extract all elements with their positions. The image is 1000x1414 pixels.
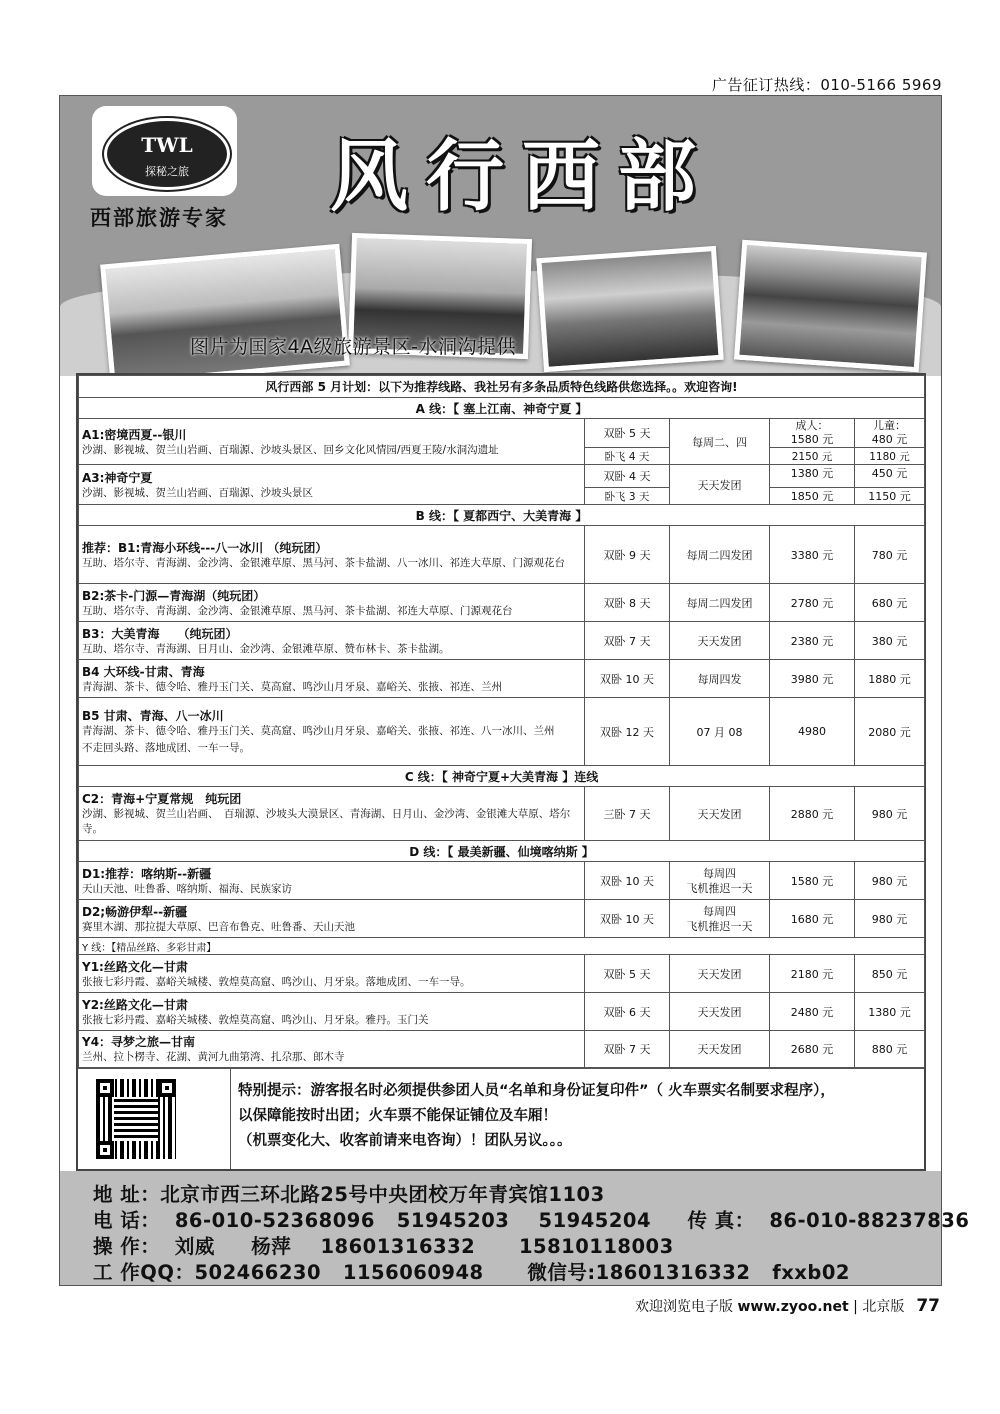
child-price: 450 元 [855, 465, 925, 488]
phone-fax: 电 话： 86-010-52368096 51945203 51945204 传 真： 86-010-88237836 [93, 1209, 970, 1232]
route-desc: 张掖七彩丹霞、嘉峪关城楼、敦煌莫高窟、鸣沙山、月牙泉。雅丹。玉门关 [82, 1013, 429, 1026]
route-desc: 青海湖、茶卡、德令哈、雅丹玉门关、莫高窟、鸣沙山月牙泉、嘉峪关、张掖、祁连、八一冰川、兰州 [82, 725, 555, 737]
duration: 双卧 9 天 [585, 526, 670, 584]
logo-mark: TWL [141, 133, 193, 157]
route-name: D2;畅游伊犁--新疆 [82, 904, 188, 919]
duration: 双卧 7 天 [585, 1031, 670, 1068]
line-header-c: C 线：【 神奇宁夏+大美青海 】连线 [79, 766, 925, 787]
table-row [79, 419, 925, 448]
route-desc: 张掖七彩丹霞、嘉峪关城楼、敦煌莫高窟、鸣沙山、月牙泉。落地成团、一车一导。 [82, 975, 471, 988]
adult-price: 1850 元 [770, 488, 855, 505]
table-row [79, 584, 925, 622]
departure: 每周四发 [670, 660, 770, 698]
departure: 每周二四发团 [670, 526, 770, 584]
ad-hotline: 广告征订热线：010-5166 5969 [711, 76, 942, 94]
route-name: B5 甘肃、青海、八一冰川 [82, 709, 224, 723]
table-row [79, 955, 925, 993]
route-name: B3：大美青海 （纯玩团） [82, 626, 238, 641]
adult-price: 成人： 1580 元 [770, 419, 855, 448]
child-price: 850 元 [855, 955, 925, 993]
adult-price: 3380 元 [770, 526, 855, 584]
adult-price: 2180 元 [770, 955, 855, 993]
scenic-photo-lake [734, 240, 927, 373]
page-footer: 欢迎浏览电子版 www.zyoo.net | 北京版 77 [635, 1296, 940, 1316]
table-row [79, 1031, 925, 1068]
adult-price: 2880 元 [770, 787, 855, 841]
logo [92, 106, 237, 196]
routes-table [78, 375, 925, 1068]
route-desc: 天山天池、吐鲁番、喀纳斯、福海、民族家访 [82, 882, 292, 895]
departure: 天天发团 [670, 465, 770, 505]
child-price: 1380 元 [855, 993, 925, 1031]
page-title: 风行西部 [330, 131, 715, 222]
photo-caption: 图片为国家4A级旅游景区-水洞沟提供 [190, 336, 516, 358]
child-price: 380 元 [855, 622, 925, 660]
route-desc: 沙湖、影视城、贺兰山岩画、 百瑞源、沙坡头大漠景区、青海湖、日月山、金沙湾、金银滩大草原、塔尔寺。 [82, 808, 571, 835]
table-row [79, 993, 925, 1031]
line-header-y: Y 线：【精品丝路、多彩甘肃】 [79, 938, 925, 955]
qq-wechat: 工 作QQ：502466230 1156060948 微信号:18601316332 fxxb02 [93, 1261, 850, 1284]
child-price: 1150 元 [855, 488, 925, 505]
route-name: Y4：寻梦之旅—甘南 [82, 1035, 196, 1049]
duration: 双卧 10 天 [585, 660, 670, 698]
duration: 双卧 7 天 [585, 622, 670, 660]
route-name: B2:茶卡-门源—青海湖（纯玩团） [82, 588, 266, 603]
adult-price: 2780 元 [770, 584, 855, 622]
route-desc: 沙湖、影视城、贺兰山岩画、百瑞源、沙坡头景区 [82, 486, 313, 499]
duration: 三卧 7 天 [585, 787, 670, 841]
child-price: 1180 元 [855, 448, 925, 465]
logo-subtitle: 探秘之旅 [145, 165, 189, 178]
route-desc: 互助、塔尔寺、青海湖、金沙湾、金银滩草原、黑马河、茶卡盐湖、祁连大草原、门源观花台 [82, 604, 513, 617]
departure: 每周二四发团 [670, 584, 770, 622]
route-name: 推荐：B1:青海小环线---八一冰川 （纯玩团） [82, 540, 328, 555]
qr-code[interactable] [96, 1079, 176, 1159]
adult-price: 2380 元 [770, 622, 855, 660]
adult-price: 1380 元 [770, 465, 855, 488]
departure: 天天发团 [670, 622, 770, 660]
slogan: 西部旅游专家 [90, 205, 228, 230]
operator-contacts: 操 作： 刘威 杨萍 18601316332 15810118003 [93, 1235, 674, 1258]
notice-section [78, 1068, 924, 1169]
child-price: 980 元 [855, 900, 925, 938]
child-price: 1880 元 [855, 660, 925, 698]
route-desc: 互助、塔尔寺、青海湖、日月山、金沙湾、金银滩草原、赞布林卡、茶卡盐湖。 [82, 642, 450, 655]
ad-frame [59, 95, 970, 1286]
departure: 每周四 飞机推迟一天 [670, 900, 770, 938]
duration: 双卧 5 天 [585, 419, 670, 448]
website-link[interactable]: www.zyoo.net [737, 1299, 849, 1315]
departure: 07 月 08 [670, 698, 770, 766]
line-header-a: A 线：【 塞上江南、神奇宁夏 】 [79, 398, 925, 419]
duration: 双卧 4 天 [585, 465, 670, 488]
route-note: 不走回头路、落地成团、一车一导。 [82, 742, 250, 754]
departure: 每周二、四 [670, 419, 770, 465]
adult-price: 2480 元 [770, 993, 855, 1031]
intro-text: 风行西部 5 月计划：以下为推荐线路、我社另有多条品质特色线路供您选择。。欢迎咨询! [79, 376, 925, 398]
child-price: 980 元 [855, 787, 925, 841]
route-desc: 兰州、拉卜楞寺、花湖、黄河九曲第湾、扎尕那、郎木寺 [82, 1051, 345, 1063]
table-row [79, 622, 925, 660]
duration: 双卧 5 天 [585, 955, 670, 993]
line-header-d: D 线：【 最美新疆、仙境喀纳斯 】 [79, 841, 925, 862]
route-desc: 赛里木湖、那拉提大草原、巴音布鲁克、吐鲁番、天山天池 [82, 920, 355, 933]
route-desc: 互助、塔尔寺、青海湖、金沙湾、金银滩草原、黑马河、茶卡盐湖、八一冰川、祁连大草原、门源观花台 [82, 556, 565, 569]
duration: 双卧 6 天 [585, 993, 670, 1031]
route-desc: 沙湖、影视城、贺兰山岩画、百瑞源、沙坡头景区、回乡文化风情园/西夏王陵/水洞沟遗址 [82, 443, 499, 456]
special-notice: 特别提示：游客报名时必须提供参团人员“名单和身份证复印件”（ 火车票实名制要求程序）， 以保障能按时出团；火车票不能保证铺位及车厢！ （机票变化大、收客前请来电咨询）！团队另议。。。 [238, 1083, 835, 1149]
table-row [79, 698, 925, 766]
adult-price: 4980 [770, 698, 855, 766]
departure: 天天发团 [670, 993, 770, 1031]
line-header-b: B 线：【 夏都西宁、大美青海 】 [79, 505, 925, 526]
route-name: B4 大环线-甘肃、青海 [82, 664, 205, 679]
table-row [79, 787, 925, 841]
child-price: 儿童： 480 元 [855, 419, 925, 448]
departure: 每周四 飞机推迟一天 [670, 862, 770, 900]
table-row [79, 862, 925, 900]
address: 地 址：北京市西三环北路25号中央团校万年青宾馆1103 [93, 1183, 605, 1206]
duration: 双卧 12 天 [585, 698, 670, 766]
route-name: D1:推荐：喀纳斯--新疆 [82, 866, 212, 881]
adult-price: 1680 元 [770, 900, 855, 938]
child-price: 2080 元 [855, 698, 925, 766]
child-price: 980 元 [855, 862, 925, 900]
route-name: A3:神奇宁夏 [82, 470, 153, 485]
route-name: Y2:丝路文化—甘肃 [82, 997, 188, 1012]
route-name: C2：青海+宁夏常规 纯玩团 [82, 792, 242, 806]
contact-info [60, 1171, 970, 1285]
routes-panel [76, 373, 926, 1171]
adult-price: 2150 元 [770, 448, 855, 465]
table-row [79, 900, 925, 938]
adult-price: 1580 元 [770, 862, 855, 900]
child-price: 680 元 [855, 584, 925, 622]
route-name: Y1:丝路文化—甘肃 [82, 959, 188, 974]
departure: 天天发团 [670, 1031, 770, 1068]
duration: 卧飞 4 天 [585, 448, 670, 465]
route-desc: 青海湖、茶卡、德令哈、雅丹玉门关、莫高窟、鸣沙山月牙泉、嘉峪关、张掖、祁连、兰州 [82, 680, 502, 693]
departure: 天天发团 [670, 787, 770, 841]
table-row [79, 526, 925, 584]
child-price: 780 元 [855, 526, 925, 584]
page-number: 77 [916, 1296, 940, 1316]
scenic-photo-canyon [536, 246, 724, 372]
table-row [79, 660, 925, 698]
child-price: 880 元 [855, 1031, 925, 1068]
route-name: A1:密境西夏--银川 [82, 427, 187, 442]
adult-price: 2680 元 [770, 1031, 855, 1068]
header-banner [60, 96, 941, 376]
departure: 天天发团 [670, 955, 770, 993]
duration: 卧飞 3 天 [585, 488, 670, 505]
adult-price: 3980 元 [770, 660, 855, 698]
table-row [79, 465, 925, 488]
duration: 双卧 8 天 [585, 584, 670, 622]
duration: 双卧 10 天 [585, 900, 670, 938]
duration: 双卧 10 天 [585, 862, 670, 900]
